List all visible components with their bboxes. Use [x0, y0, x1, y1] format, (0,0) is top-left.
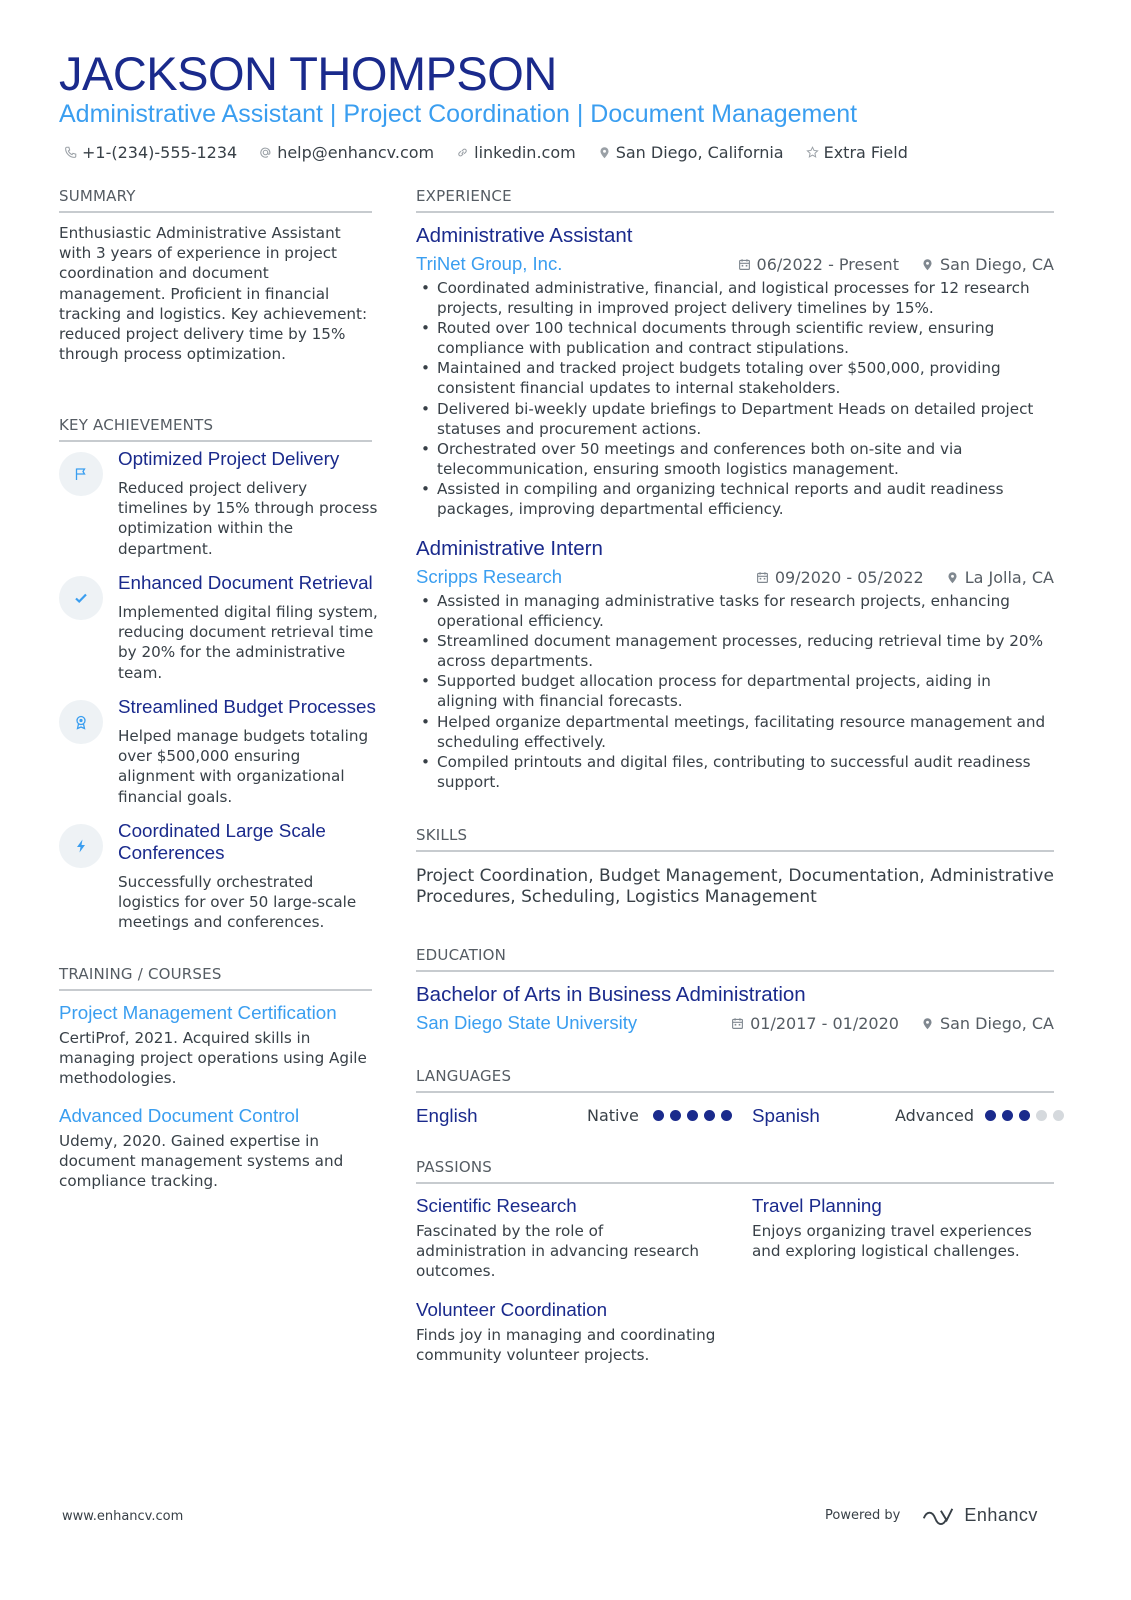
- rating-dot-filled: [670, 1110, 681, 1121]
- language-name: Spanish: [752, 1105, 820, 1126]
- footer-branding[interactable]: [825, 1505, 1038, 1526]
- language-item: [416, 1104, 722, 1128]
- location-icon: [946, 571, 959, 584]
- contact-bar: [64, 142, 930, 162]
- check-icon: [59, 576, 103, 620]
- summary-text: Enthusiastic Administrative Assistant with 3 years of experience in project coordination and document management. Proficient in financial tracking and logistics. Key achievement: reduced project delivery time by 15% through process optimization.: [59, 224, 368, 364]
- bolt-icon: [59, 824, 103, 868]
- passion-desc: Enjoys organizing travel experiences and exploring logistical challenges.: [752, 1222, 1032, 1261]
- skills-text: Project Coordination, Budget Management, Documentation, Administrative Procedures, Scheduling, Logistics Management: [416, 866, 1054, 907]
- rating-dot-filled: [1019, 1110, 1030, 1121]
- experience-section-title: EXPERIENCE: [416, 189, 1054, 213]
- brand-name: Enhancv: [964, 1505, 1038, 1525]
- calendar-icon: [756, 571, 769, 584]
- location-icon: [921, 1017, 934, 1030]
- job-bullet: • Streamlined document management processes, reducing retrieval time by 20% across departments.: [416, 631, 1054, 671]
- language-item: [752, 1104, 1054, 1128]
- rating-dot-filled: [704, 1110, 715, 1121]
- candidate-headline: Administrative Assistant | Project Coordination | Document Management: [59, 100, 858, 128]
- language-name: English: [416, 1105, 478, 1126]
- course-title: Advanced Document Control: [59, 1105, 300, 1126]
- training-section-title: TRAINING / COURSES: [59, 967, 372, 991]
- achievement-desc: Implemented digital filing system, reducing document retrieval time by 20% for the administrative team.: [118, 603, 378, 682]
- passion-title: Volunteer Coordination: [416, 1299, 608, 1320]
- languages-section-title: LANGUAGES: [416, 1069, 1054, 1093]
- rating-dot-filled: [721, 1110, 732, 1121]
- job-company: Scripps Research: [416, 566, 563, 587]
- summary-section-title: SUMMARY: [59, 189, 372, 213]
- job-bullet: • Coordinated administrative, financial, and logistical processes for 12 research projects, resulting in improved project delivery timelines by 15%.: [416, 278, 1054, 318]
- flag-icon: [59, 452, 103, 496]
- rating-dot-empty: [1036, 1110, 1047, 1121]
- contact-linkedin-text: linkedin.com: [474, 142, 576, 162]
- job-bullet: • Assisted in managing administrative tasks for research projects, enhancing operational efficiency.: [416, 591, 1054, 631]
- course-item: [59, 1105, 372, 1192]
- job-bullet: • Delivered bi-weekly update briefings to Department Heads on detailed project statuses and procurement actions.: [416, 399, 1054, 439]
- achievement-title: Enhanced Document Retrieval: [118, 572, 373, 593]
- language-rating: [979, 1110, 1064, 1121]
- job-bullet: • Supported budget allocation process for departmental projects, aiding in aligning with financial forecasts.: [416, 671, 1054, 711]
- job-location: La Jolla, CA: [964, 567, 1054, 587]
- contact-extra-text: Extra Field: [823, 142, 908, 162]
- achievement-title: Coordinated Large Scale Conferences: [118, 820, 326, 863]
- link-icon: [456, 146, 469, 159]
- achievement-desc: Successfully orchestrated logistics for over 50 large-scale meetings and conferences.: [118, 873, 357, 932]
- education-section-title: EDUCATION: [416, 948, 1054, 972]
- education-school: San Diego State University: [416, 1012, 638, 1033]
- contact-linkedin[interactable]: [456, 143, 576, 162]
- course-title: Project Management Certification: [59, 1002, 337, 1023]
- achievement-title: Optimized Project Delivery: [118, 448, 340, 469]
- education-degree: Bachelor of Arts in Business Administration: [416, 983, 806, 1006]
- achievement-item: [59, 448, 378, 562]
- passion-item: [752, 1195, 1054, 1261]
- course-item: [59, 1002, 372, 1089]
- language-level: Native: [587, 1106, 639, 1125]
- job-bullet: • Orchestrated over 50 meetings and conferences both on-site and via telecommunication, ensuring smooth logistics management.: [416, 439, 1054, 479]
- skills-section-title: SKILLS: [416, 828, 1054, 852]
- language-rating: [647, 1110, 732, 1121]
- passion-item: [416, 1299, 716, 1365]
- job-bullets: [416, 591, 1054, 792]
- rating-dot-filled: [653, 1110, 664, 1121]
- passion-desc: Fascinated by the role of administration in advancing research outcomes.: [416, 1222, 700, 1281]
- enhancv-logo-icon: [920, 1506, 958, 1525]
- job-bullet: • Routed over 100 technical documents through scientific review, ensuring compliance with publication and contract stipulations.: [416, 318, 1054, 358]
- passion-title: Travel Planning: [752, 1195, 882, 1216]
- job-bullets: [416, 278, 1054, 519]
- achievement-desc: Reduced project delivery timelines by 15% through process optimization within the department.: [118, 479, 378, 558]
- job-role: Administrative Assistant: [416, 224, 633, 247]
- job-dates: 06/2022 - Present: [756, 254, 899, 274]
- award-icon: [59, 700, 103, 744]
- course-desc: Udemy, 2020. Gained expertise in document management systems and compliance tracking.: [59, 1132, 344, 1191]
- achievements-section-title: KEY ACHIEVEMENTS: [59, 418, 372, 442]
- passions-section-title: PASSIONS: [416, 1160, 1054, 1184]
- achievement-title: Streamlined Budget Processes: [118, 696, 376, 717]
- achievement-item: [59, 696, 376, 810]
- rating-dot-empty: [1053, 1110, 1064, 1121]
- job-bullet: • Maintained and tracked project budgets totaling over $500,000, providing consistent financial updates to internal stakeholders.: [416, 358, 1054, 398]
- contact-location: [598, 143, 784, 162]
- candidate-name: JACKSON THOMPSON: [59, 47, 557, 100]
- contact-phone-text: +1-(234)-555-1234: [82, 142, 238, 162]
- education-location: San Diego, CA: [939, 1013, 1054, 1033]
- job-bullet: • Compiled printouts and digital files, contributing to successful audit readiness support.: [416, 752, 1054, 792]
- job-role: Administrative Intern: [416, 537, 603, 560]
- job-company: TriNet Group, Inc.: [416, 253, 563, 274]
- job-bullet: • Helped organize departmental meetings, facilitating resource management and scheduling effectively.: [416, 712, 1054, 752]
- job-entry: [416, 537, 1054, 792]
- job-location: San Diego, CA: [939, 254, 1054, 274]
- achievement-item: [59, 572, 378, 686]
- rating-dot-filled: [985, 1110, 996, 1121]
- contact-email[interactable]: [259, 143, 434, 162]
- job-dates: 09/2020 - 05/2022: [774, 567, 924, 587]
- star-icon: [806, 146, 819, 159]
- location-icon: [921, 258, 934, 271]
- rating-dot-filled: [1002, 1110, 1013, 1121]
- calendar-icon: [738, 258, 751, 271]
- contact-extra: [806, 143, 908, 162]
- language-level: Advanced: [895, 1106, 975, 1125]
- course-desc: CertiProf, 2021. Acquired skills in managing project operations using Agile methodologies.: [59, 1029, 367, 1088]
- calendar-icon: [731, 1017, 744, 1030]
- location-icon: [598, 146, 611, 159]
- contact-phone[interactable]: [64, 143, 237, 162]
- footer-website[interactable]: www.enhancv.com: [62, 1509, 184, 1524]
- rating-dot-filled: [687, 1110, 698, 1121]
- at-icon: [259, 146, 272, 159]
- job-bullet: • Assisted in compiling and organizing technical reports and audit readiness packages, improving departmental efficiency.: [416, 479, 1054, 519]
- achievement-item: [59, 820, 372, 944]
- passion-item: [416, 1195, 716, 1282]
- powered-by-text: Powered by: [825, 1508, 901, 1523]
- education-dates: 01/2017 - 01/2020: [750, 1013, 899, 1033]
- contact-email-text: help@enhancv.com: [277, 142, 435, 162]
- achievement-desc: Helped manage budgets totaling over $500,000 ensuring alignment with organizational financial goals.: [118, 727, 369, 806]
- contact-location-text: San Diego, California: [615, 142, 784, 162]
- education-entry: [416, 983, 1054, 1034]
- job-entry: [416, 224, 1054, 519]
- phone-icon: [64, 146, 77, 159]
- passion-desc: Finds joy in managing and coordinating community volunteer projects.: [416, 1326, 716, 1365]
- passion-title: Scientific Research: [416, 1195, 577, 1216]
